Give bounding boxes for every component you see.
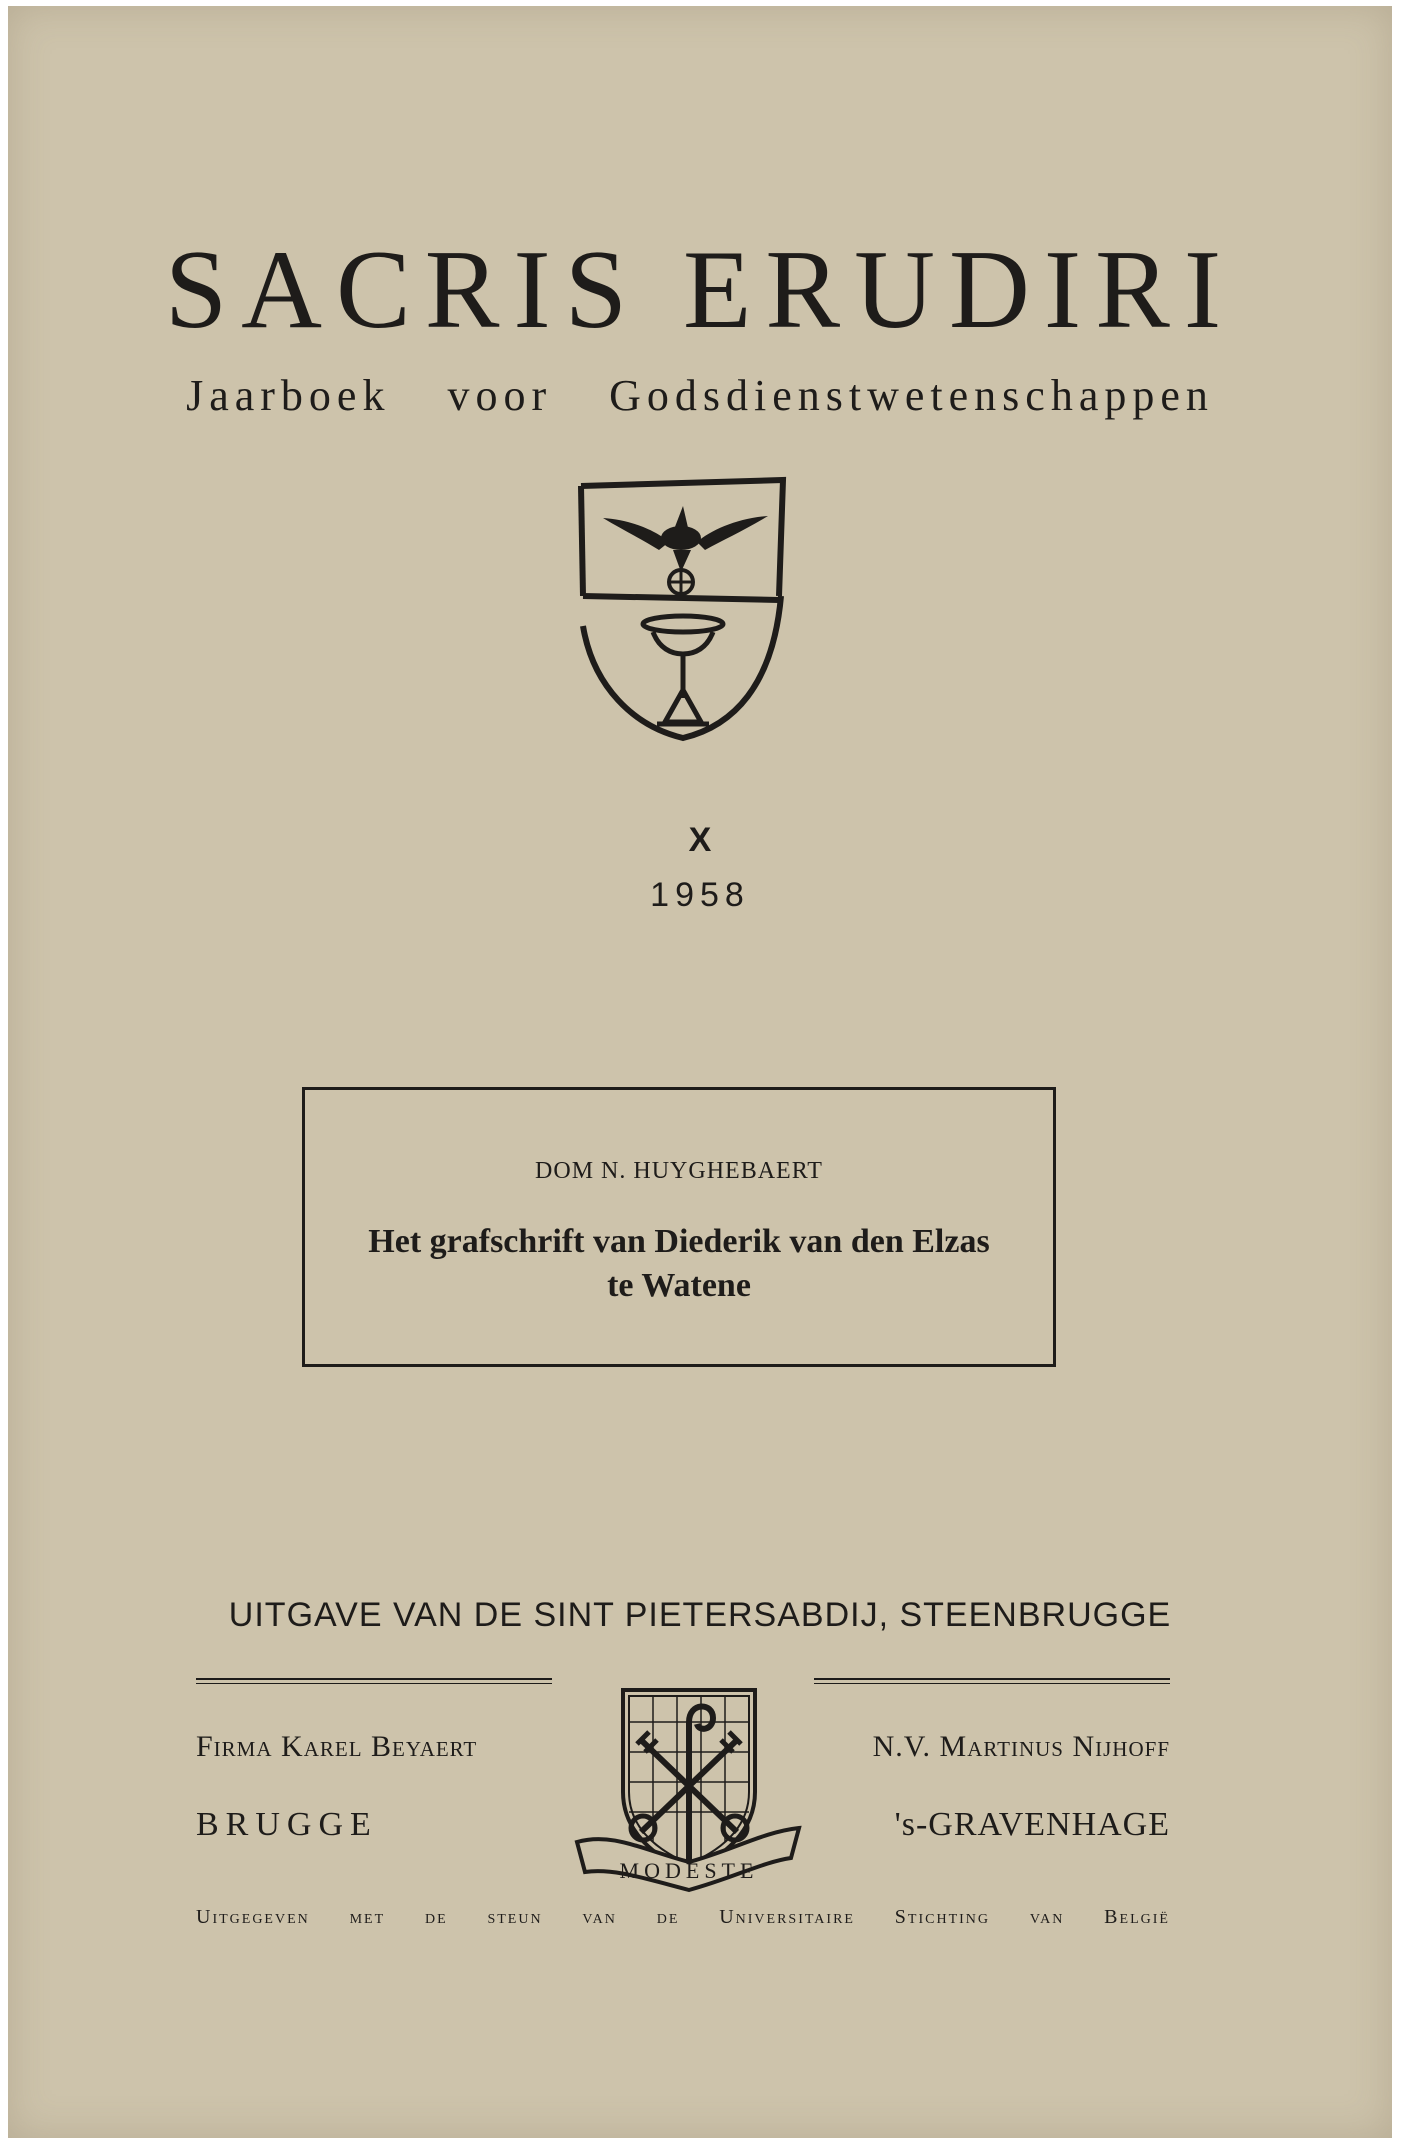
article-author: DOM N. HUYGHEBAERT [535,1158,823,1184]
volume-number: X [688,821,712,859]
divider-right [814,1678,1170,1684]
footer-word: België [1104,1906,1170,1928]
right-publisher-firm: N.V. Martinus Nijhoff [872,1730,1170,1763]
footer-word: van [1029,1906,1065,1928]
article-title [305,1220,1053,1308]
footer-word: steun [487,1906,543,1928]
publication-year: 1958 [650,876,750,914]
footer-word: Universitaire [719,1906,855,1928]
article-box [302,1087,1056,1367]
footer-word: van [582,1906,617,1928]
footer-word: de [656,1906,680,1928]
footer-line [196,1906,1170,1929]
left-publisher-city: BRUGGE [196,1806,378,1843]
divider-left [196,1678,552,1684]
book-cover [8,6,1392,2138]
journal-title: SACRIS ERUDIRI [164,228,1236,352]
journal-subtitle: Jaarboek voor Godsdienstwetenschappen [186,371,1214,420]
dove-chalice-shield-icon [573,476,793,751]
article-title-line-2: te Watene [607,1267,751,1304]
footer-word: Uitgegeven [196,1906,310,1928]
right-publisher-city: 's-GRAVENHAGE [894,1806,1170,1843]
crossed-keys-crozier-shield-icon [573,1682,803,1907]
footer-word: Stichting [894,1906,991,1928]
left-publisher-firm: Firma Karel Beyaert [196,1730,478,1763]
publisher-line: UITGAVE VAN DE SINT PIETERSABDIJ, STEENBRUGGE [228,1596,1172,1634]
footer-word: met [349,1906,386,1928]
footer-word: de [424,1906,448,1928]
emblem-motto: MODESTE [619,1858,759,1883]
article-title-line-1: Het grafschrift van Diederik van den Elzas [368,1223,990,1260]
